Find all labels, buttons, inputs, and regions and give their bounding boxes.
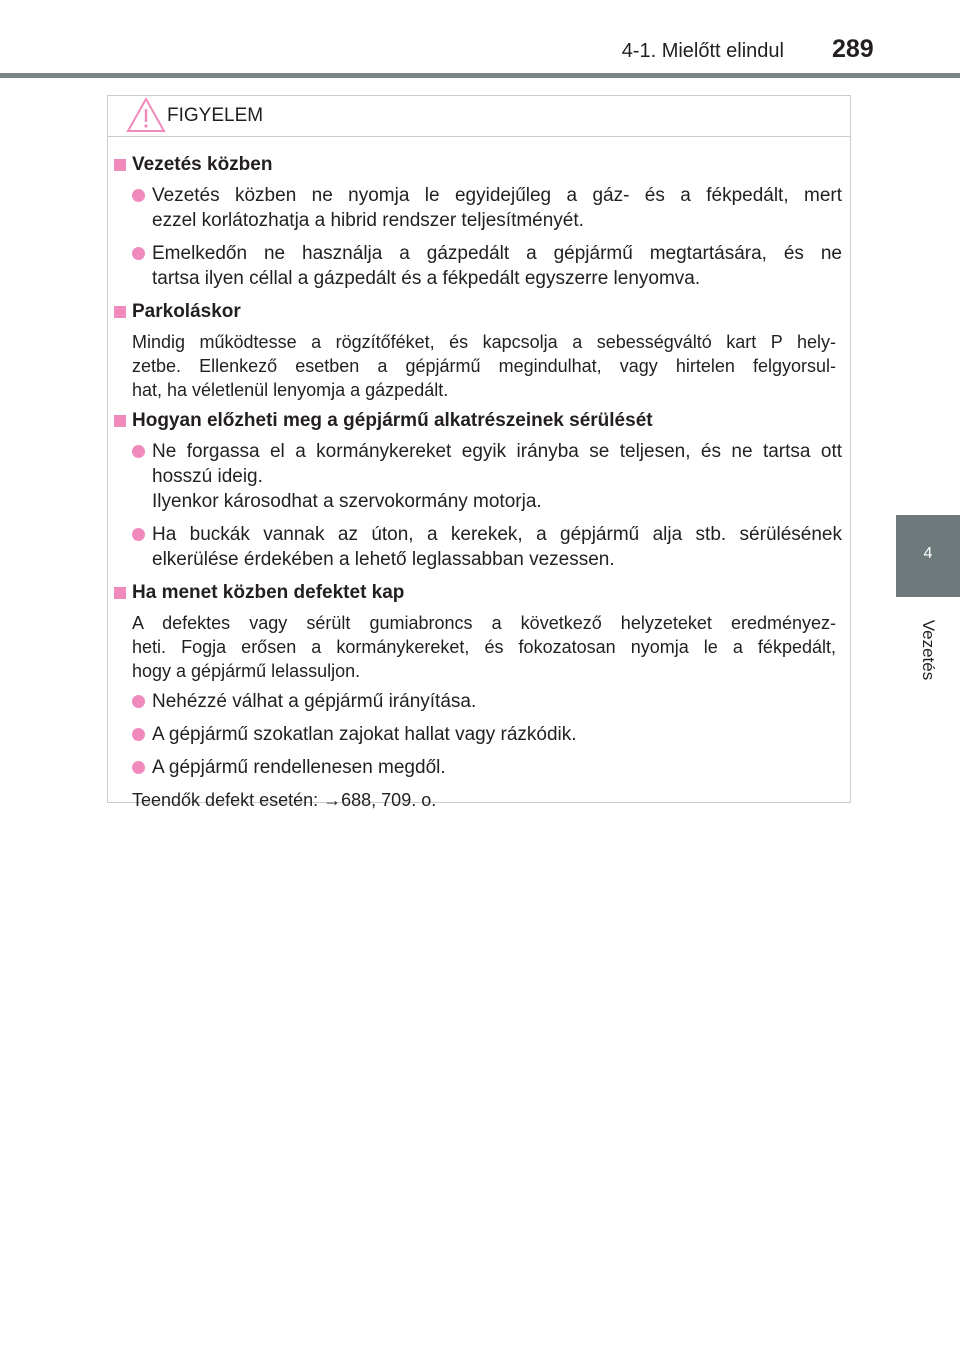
text-line: Nehézzé válhat a gépjármű irányítása.	[152, 691, 477, 712]
chapter-label: Vezetés	[919, 619, 938, 681]
text-line: elkerülése érdekében a lehető leglassabban vezessen.	[152, 549, 615, 570]
warning-content	[108, 152, 850, 818]
section-parking	[108, 299, 850, 402]
text-line: hogy a gépjármű lelassuljon.	[132, 661, 361, 681]
circle-bullet-icon	[132, 761, 145, 774]
square-bullet-icon	[114, 306, 126, 318]
text-line: Emelkedőn ne használja a gázpedált a gépjármű megtartására, és ne	[152, 243, 842, 264]
warning-box	[107, 95, 851, 810]
circle-bullet-icon	[132, 189, 145, 202]
bullet-item	[108, 755, 850, 780]
cross-reference: Teendők defekt esetén: →688, 709. o.	[132, 790, 437, 810]
bullet-item	[108, 183, 850, 233]
warning-header	[108, 96, 850, 137]
square-bullet-icon	[114, 587, 126, 599]
text-line: A defektes vagy sérült gumiabroncs a következő helyzeteket eredményez-	[132, 613, 836, 633]
text-line: Ha buckák vannak az úton, a kerekek, a gépjármű alja stb. sérülésének	[152, 524, 842, 545]
header-rule	[0, 73, 960, 78]
warning-triangle-icon	[126, 97, 166, 138]
bullet-item	[108, 689, 850, 714]
text-line: A gépjármű szokatlan zajokat hallat vagy rázkódik.	[152, 724, 577, 745]
square-bullet-icon	[114, 415, 126, 427]
circle-bullet-icon	[132, 247, 145, 260]
chapter-tab	[896, 515, 960, 597]
text-line: hat, ha véletlenül lenyomja a gázpedált.	[132, 380, 449, 400]
circle-bullet-icon	[132, 695, 145, 708]
circle-bullet-icon	[132, 445, 145, 458]
text-line: Vezetés közben ne nyomja le egyidejűleg a gáz- és a fékpedált, mert	[152, 185, 842, 206]
section-flat-tire	[108, 580, 850, 812]
header-title: 4-1. Mielőtt elindul	[621, 40, 784, 62]
section-driving	[108, 152, 850, 291]
paragraph	[108, 611, 850, 683]
text-line: ezzel korlátozhatja a hibrid rendszer teljesítményét.	[152, 210, 584, 231]
section-heading: Vezetés közben	[108, 152, 850, 178]
text-line: heti. Fogja erősen a kormánykereket, és fokozatosan nyomja le a fékpedált,	[132, 637, 836, 657]
page-number: 289	[832, 35, 874, 63]
paragraph	[108, 330, 850, 402]
section-heading: Parkoláskor	[108, 299, 850, 325]
bullet-item	[108, 439, 850, 514]
bullet-item	[108, 522, 850, 572]
section-heading: Hogyan előzheti meg a gépjármű alkatrészeinek sérülését	[108, 408, 850, 434]
section-damage-prevention	[108, 408, 850, 572]
chapter-number: 4	[923, 545, 933, 562]
text-line: Ne forgassa el a kormánykereket egyik irányba se teljesen, és ne tartsa ott	[152, 441, 842, 462]
text-line: Mindig működtesse a rögzítőféket, és kapcsolja a sebességváltó kart P hely-	[132, 332, 836, 352]
text-line: hosszú ideig.	[152, 466, 263, 487]
circle-bullet-icon	[132, 728, 145, 741]
warning-title: FIGYELEM	[167, 105, 264, 126]
bullet-item	[108, 722, 850, 747]
section-heading: Ha menet közben defektet kap	[108, 580, 850, 606]
text-line: tartsa ilyen céllal a gázpedált és a fékpedált egyszerre lenyomva.	[152, 268, 701, 289]
bullet-item	[108, 241, 850, 291]
square-bullet-icon	[114, 159, 126, 171]
text-line: A gépjármű rendellenesen megdől.	[152, 757, 446, 778]
text-line: Ilyenkor károsodhat a szervokormány motorja.	[152, 491, 542, 512]
text-line: zetbe. Ellenkező esetben a gépjármű megindulhat, vagy hirtelen felgyorsul-	[132, 356, 836, 376]
circle-bullet-icon	[132, 528, 145, 541]
